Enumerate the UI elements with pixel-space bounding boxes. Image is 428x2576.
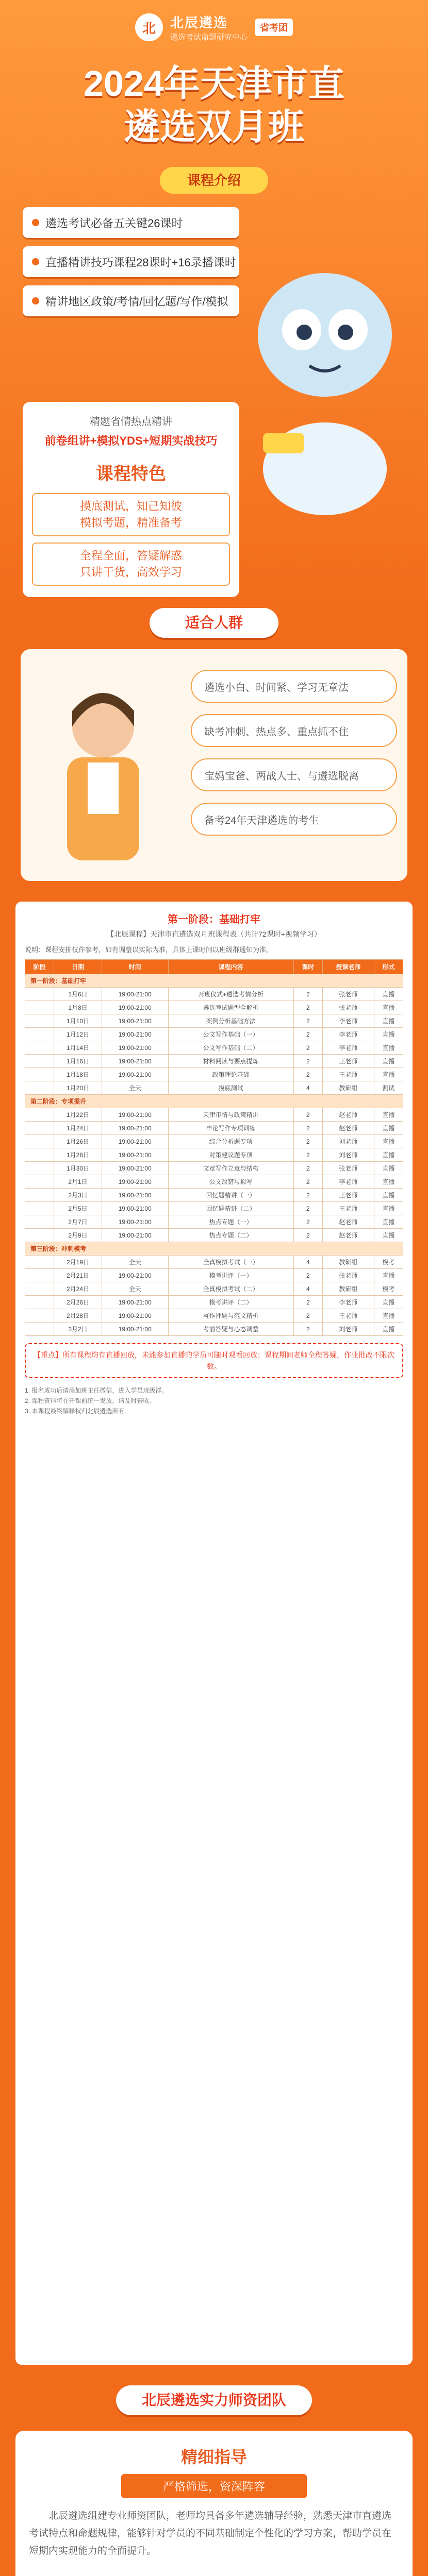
table-cell: 申论写作专项训练 [168, 1122, 293, 1135]
table-cell: 直播 [374, 988, 403, 1001]
table-cell: 全真模拟考试（二） [168, 1282, 293, 1296]
brand-logo-icon: 北 [135, 13, 163, 41]
table-cell: 2 [293, 1055, 322, 1068]
table-cell: 赵老师 [322, 1108, 374, 1122]
table-cell: 直播 [374, 1055, 403, 1068]
table-row [25, 1028, 403, 1041]
table-cell: 材料阅读与要点提炼 [168, 1055, 293, 1068]
teacher-illustration-icon [26, 680, 180, 876]
table-cell [25, 1041, 54, 1055]
table-cell: 直播 [374, 1202, 403, 1215]
audience-item: 遴选小白、时间紧、学习无章法 [191, 670, 397, 703]
table-row [25, 1014, 403, 1028]
table-cell: 张老师 [322, 1269, 374, 1282]
schedule-column-header: 授课老师 [322, 960, 374, 974]
schedule-note: 说明：课程安排仅作参考，如有调整以实际为准，具体上课时间以班级群通知为准。 [25, 946, 273, 954]
brand-badge: 省考团 [255, 19, 293, 36]
hero-title [0, 62, 428, 148]
schedule-card [15, 902, 413, 2365]
table-cell: 1月18日 [54, 1068, 102, 1081]
table-cell: 教研组 [322, 1081, 374, 1095]
table-cell: 文章写作立意与结构 [168, 1162, 293, 1175]
table-cell: 直播 [374, 1175, 403, 1189]
table-row [25, 1296, 403, 1309]
table-cell: 刘老师 [322, 1148, 374, 1162]
table-cell: 王老师 [322, 1068, 374, 1081]
schedule-phase-row [25, 1242, 403, 1256]
team-card [15, 2431, 413, 2576]
feature-small: 精题省情热点精讲 [90, 416, 172, 428]
table-cell: 4 [293, 1282, 322, 1296]
table-cell [25, 1296, 54, 1309]
table-cell: 19:00-21:00 [102, 1215, 168, 1229]
audience-card [21, 649, 407, 881]
table-cell [25, 1014, 54, 1028]
table-cell: 19:00-21:00 [102, 1014, 168, 1028]
table-cell: 2 [293, 1068, 322, 1081]
intro-list [23, 207, 239, 316]
fine-print-line: 2. 课程资料将在开课前统一发放，请及时查收。 [25, 1397, 156, 1404]
schedule-column-header: 时间 [102, 960, 168, 974]
table-cell: 案例分析基础方法 [168, 1014, 293, 1028]
phase-name: 第一阶段：基础打牢 [25, 974, 403, 988]
table-cell: 2 [293, 1229, 322, 1242]
brand-name: 北辰遴选 [170, 15, 228, 30]
table-cell: 19:00-21:00 [102, 1269, 168, 1282]
table-cell: 李老师 [322, 1014, 374, 1028]
table-cell [25, 1269, 54, 1282]
table-cell: 4 [293, 1256, 322, 1269]
table-cell: 1月6日 [54, 988, 102, 1001]
table-cell: 直播 [374, 1269, 403, 1282]
table-cell: 赵老师 [322, 1122, 374, 1135]
feature-box [32, 543, 230, 586]
table-cell: 直播 [374, 1122, 403, 1135]
table-cell [25, 1256, 54, 1269]
table-cell: 测试 [374, 1081, 403, 1095]
table-cell: 19:00-21:00 [102, 1135, 168, 1148]
phase-name: 第二阶段：专项提升 [25, 1095, 403, 1108]
table-cell: 2 [293, 1041, 322, 1055]
table-cell: 19:00-21:00 [102, 1162, 168, 1175]
table-cell: 直播 [374, 1229, 403, 1242]
schedule-table [25, 959, 403, 1336]
table-cell: 模考 [374, 1256, 403, 1269]
table-cell: 全真模拟考试（一） [168, 1256, 293, 1269]
schedule-section [0, 902, 428, 2365]
team-header: 北辰遴选实力师资团队 [116, 2385, 312, 2415]
team-heading: 精细指导 [180, 2448, 247, 2466]
table-cell [25, 1148, 54, 1162]
table-cell: 2 [293, 1215, 322, 1229]
table-cell: 直播 [374, 1309, 403, 1323]
table-cell: 2 [293, 1175, 322, 1189]
table-cell [25, 1108, 54, 1122]
table-cell: 2月26日 [54, 1296, 102, 1309]
table-cell: 对策建议题专项 [168, 1148, 293, 1162]
table-row [25, 1055, 403, 1068]
feature-card [23, 402, 239, 597]
audience-header: 适合人群 [150, 608, 278, 638]
feature-title: 课程特色 [96, 464, 166, 484]
schedule-column-header: 阶段 [25, 960, 54, 974]
table-cell: 直播 [374, 1041, 403, 1055]
table-cell: 模考讲评（二） [168, 1296, 293, 1309]
bullet-icon [32, 219, 39, 226]
table-cell: 张老师 [322, 988, 374, 1001]
table-row [25, 1108, 403, 1122]
table-cell: 回忆题精讲（一） [168, 1189, 293, 1202]
table-cell: 热点专题（二） [168, 1229, 293, 1242]
table-cell: 19:00-21:00 [102, 1028, 168, 1041]
table-cell: 19:00-21:00 [102, 1323, 168, 1336]
table-cell: 直播 [374, 1215, 403, 1229]
table-cell: 2月7日 [54, 1215, 102, 1229]
schedule-subtitle: 【北辰课程】天津市直遴选双月班课程表（共计72课时+视频学习） [107, 930, 321, 938]
table-cell: 2 [293, 1309, 322, 1323]
table-cell: 19:00-21:00 [102, 1108, 168, 1122]
table-cell [25, 1068, 54, 1081]
table-cell: 19:00-21:00 [102, 1309, 168, 1323]
table-cell: 直播 [374, 1068, 403, 1081]
table-cell: 2 [293, 1202, 322, 1215]
table-cell: 3月2日 [54, 1323, 102, 1336]
hero-title-line2: 遴选双月班 [124, 107, 304, 147]
table-row [25, 1229, 403, 1242]
schedule-header-row [25, 960, 403, 974]
table-cell: 19:00-21:00 [102, 1055, 168, 1068]
table-cell: 19:00-21:00 [102, 1229, 168, 1242]
table-cell: 政策理论基础 [168, 1068, 293, 1081]
table-cell [25, 1055, 54, 1068]
table-cell [25, 1215, 54, 1229]
table-cell: 王老师 [322, 1309, 374, 1323]
team-badge: 严格筛选，资深阵容 [121, 2474, 307, 2498]
table-row [25, 1323, 403, 1336]
table-cell: 2月21日 [54, 1269, 102, 1282]
table-cell: 1月22日 [54, 1108, 102, 1122]
table-cell: 全天 [102, 1081, 168, 1095]
table-cell: 热点专题（一） [168, 1215, 293, 1229]
table-cell: 19:00-21:00 [102, 988, 168, 1001]
table-cell: 1月10日 [54, 1014, 102, 1028]
table-cell: 2月19日 [54, 1256, 102, 1269]
table-row [25, 1175, 403, 1189]
table-cell [25, 1175, 54, 1189]
feature-line: 模拟考题，精准备考 [79, 516, 182, 529]
schedule-column-header: 日期 [54, 960, 102, 974]
table-cell: 王老师 [322, 1189, 374, 1202]
table-cell: 2月1日 [54, 1175, 102, 1189]
table-cell: 2 [293, 1001, 322, 1014]
table-cell: 19:00-21:00 [102, 1122, 168, 1135]
table-cell: 李老师 [322, 1041, 374, 1055]
team-description: 北辰遴选组建专业师资团队，老师均具备多年遴选辅导经验，熟悉天津市直遴选考试特点和命题规律，能够针对学员的不同基础制定个性化的学习方案，帮助学员在短期内实现能力的全面提升。 [29, 2511, 392, 2556]
table-cell: 全天 [102, 1282, 168, 1296]
table-cell: 19:00-21:00 [102, 1189, 168, 1202]
intro-item [23, 285, 239, 316]
table-row [25, 988, 403, 1001]
table-cell: 模考 [374, 1282, 403, 1296]
table-cell: 遴选考试题型全解析 [168, 1001, 293, 1014]
table-cell: 全天 [102, 1256, 168, 1269]
table-cell: 2月9日 [54, 1229, 102, 1242]
table-row [25, 1282, 403, 1296]
brand-bar [0, 12, 428, 42]
table-cell: 2月28日 [54, 1309, 102, 1323]
hero [0, 0, 428, 608]
intro-item [23, 207, 239, 238]
schedule-column-header: 课程内容 [168, 960, 293, 974]
feature-box [32, 493, 230, 536]
table-cell: 2 [293, 1323, 322, 1336]
table-row [25, 1256, 403, 1269]
table-cell: 天津市情与政策精讲 [168, 1108, 293, 1122]
table-cell: 2 [293, 1122, 322, 1135]
table-cell: 1月14日 [54, 1041, 102, 1055]
intro-header: 课程介绍 [160, 167, 268, 194]
table-cell: 回忆题精讲（二） [168, 1202, 293, 1215]
table-row [25, 1041, 403, 1055]
fine-print-line: 3. 本课程最终解释权归北辰遴选所有。 [25, 1408, 131, 1415]
brand-tagline: 遴选考试命题研究中心 [170, 33, 248, 42]
table-cell: 直播 [374, 1162, 403, 1175]
table-row [25, 1309, 403, 1323]
feature-line: 全程全面，答疑解惑 [79, 549, 182, 562]
table-cell: 1月12日 [54, 1028, 102, 1041]
table-cell: 直播 [374, 1135, 403, 1148]
intro-item [23, 246, 239, 277]
table-row [25, 1001, 403, 1014]
table-row [25, 1162, 403, 1175]
table-cell: 直播 [374, 1189, 403, 1202]
table-cell: 张老师 [322, 1162, 374, 1175]
schedule-red-note: 【重点】所有课程均有直播回放，未能参加直播的学员可随时观看回放；课程期间老师全程答疑，作业批改不限次数。 [25, 1343, 403, 1378]
fine-print-line: 1. 报名成功后请添加班主任微信，进入学员班级群。 [25, 1387, 168, 1394]
schedule-phase-row [25, 1095, 403, 1108]
audience-item: 缺考冲刺、热点多、重点抓不住 [191, 714, 397, 747]
table-cell: 1月24日 [54, 1122, 102, 1135]
table-cell [25, 1202, 54, 1215]
schedule-title: 第一阶段：基础打牢 [168, 914, 260, 925]
table-cell: 刘老师 [322, 1135, 374, 1148]
table-cell: 1月26日 [54, 1135, 102, 1148]
table-cell: 摸底测试 [168, 1081, 293, 1095]
table-row [25, 1135, 403, 1148]
feature-red: 前卷组讲+模拟YDS+短期实战技巧 [44, 434, 218, 447]
team-section [0, 2385, 428, 2576]
table-cell: 模考讲评（一） [168, 1269, 293, 1282]
table-cell [25, 1282, 54, 1296]
bullet-icon [32, 258, 39, 265]
table-cell [25, 1122, 54, 1135]
table-cell: 19:00-21:00 [102, 1202, 168, 1215]
table-cell: 直播 [374, 1014, 403, 1028]
table-row [25, 1202, 403, 1215]
table-row [25, 1215, 403, 1229]
table-cell: 1月16日 [54, 1055, 102, 1068]
table-cell [25, 1135, 54, 1148]
schedule-column-header: 课时 [293, 960, 322, 974]
table-cell: 直播 [374, 1001, 403, 1014]
table-cell [25, 1081, 54, 1095]
schedule-fine-print [25, 1385, 403, 1416]
table-cell: 综合分析题专项 [168, 1135, 293, 1148]
table-cell: 2 [293, 1014, 322, 1028]
feature-line: 只讲干货，高效学习 [79, 566, 182, 579]
bullet-icon [32, 297, 39, 304]
schedule-column-header: 形式 [374, 960, 403, 974]
table-cell: 公文改错与拟写 [168, 1175, 293, 1189]
table-cell: 刘老师 [322, 1323, 374, 1336]
table-cell [25, 1323, 54, 1336]
audience-item: 宝妈宝爸、两战人士、与遴选脱离 [191, 758, 397, 791]
table-cell: 教研组 [322, 1282, 374, 1296]
table-cell [25, 1309, 54, 1323]
table-cell [25, 988, 54, 1001]
table-cell: 19:00-21:00 [102, 1148, 168, 1162]
table-cell: 2 [293, 1108, 322, 1122]
table-cell: 19:00-21:00 [102, 1041, 168, 1055]
table-cell: 公文写作基础（二） [168, 1041, 293, 1055]
cartoon-mascot-icon [232, 247, 418, 515]
table-cell: 直播 [374, 1108, 403, 1122]
table-cell [25, 1189, 54, 1202]
table-cell: 考前答疑与心态调整 [168, 1323, 293, 1336]
table-cell [25, 1001, 54, 1014]
table-row [25, 1068, 403, 1081]
intro-item-text: 遴选考试必备五关键26课时 [45, 216, 183, 230]
table-cell: 张老师 [322, 1001, 374, 1014]
intro-item-text: 精讲地区政策/考情/回忆题/写作/模拟 [45, 295, 228, 308]
table-cell: 2 [293, 1028, 322, 1041]
table-cell: 19:00-21:00 [102, 1296, 168, 1309]
table-cell: 直播 [374, 1296, 403, 1309]
table-cell [25, 1162, 54, 1175]
table-cell: 直播 [374, 1028, 403, 1041]
table-cell: 1月30日 [54, 1162, 102, 1175]
table-cell: 2月5日 [54, 1202, 102, 1215]
table-cell [25, 1028, 54, 1041]
phase-name: 第三阶段：冲刺模考 [25, 1242, 403, 1256]
table-cell: 1月28日 [54, 1148, 102, 1162]
table-cell: 直播 [374, 1148, 403, 1162]
table-cell: 教研组 [322, 1256, 374, 1269]
table-cell: 2月24日 [54, 1282, 102, 1296]
table-cell: 写作押题与范文精析 [168, 1309, 293, 1323]
table-cell: 直播 [374, 1323, 403, 1336]
feature-line: 摸底测试，知己知彼 [79, 500, 182, 513]
table-cell: 2 [293, 1135, 322, 1148]
table-cell: 2 [293, 988, 322, 1001]
table-cell: 赵老师 [322, 1215, 374, 1229]
table-cell: 王老师 [322, 1055, 374, 1068]
table-cell: 李老师 [322, 1028, 374, 1041]
table-cell: 王老师 [322, 1202, 374, 1215]
table-cell: 4 [293, 1081, 322, 1095]
audience-section [0, 608, 428, 896]
table-cell: 1月8日 [54, 1001, 102, 1014]
table-row [25, 1189, 403, 1202]
table-cell: 19:00-21:00 [102, 1175, 168, 1189]
hero-title-line1: 2024年天津市直 [84, 63, 344, 104]
table-cell: 开班仪式+遴选考情分析 [168, 988, 293, 1001]
table-cell: 赵老师 [322, 1229, 374, 1242]
table-cell: 李老师 [322, 1175, 374, 1189]
table-cell: 2月3日 [54, 1189, 102, 1202]
table-cell: 1月20日 [54, 1081, 102, 1095]
table-cell: 2 [293, 1189, 322, 1202]
schedule-phase-row [25, 974, 403, 988]
table-cell: 19:00-21:00 [102, 1068, 168, 1081]
table-row [25, 1122, 403, 1135]
table-cell: 李老师 [322, 1296, 374, 1309]
table-cell: 公文写作基础（一） [168, 1028, 293, 1041]
intro-item-text: 直播精讲技巧课程28课时+16录播课时 [45, 256, 236, 269]
table-cell: 2 [293, 1148, 322, 1162]
audience-item: 备考24年天津遴选的考生 [191, 803, 397, 836]
table-cell: 19:00-21:00 [102, 1001, 168, 1014]
table-cell [25, 1229, 54, 1242]
table-cell: 2 [293, 1296, 322, 1309]
table-row [25, 1148, 403, 1162]
table-cell: 2 [293, 1162, 322, 1175]
table-cell: 2 [293, 1269, 322, 1282]
table-row [25, 1081, 403, 1095]
table-row [25, 1269, 403, 1282]
